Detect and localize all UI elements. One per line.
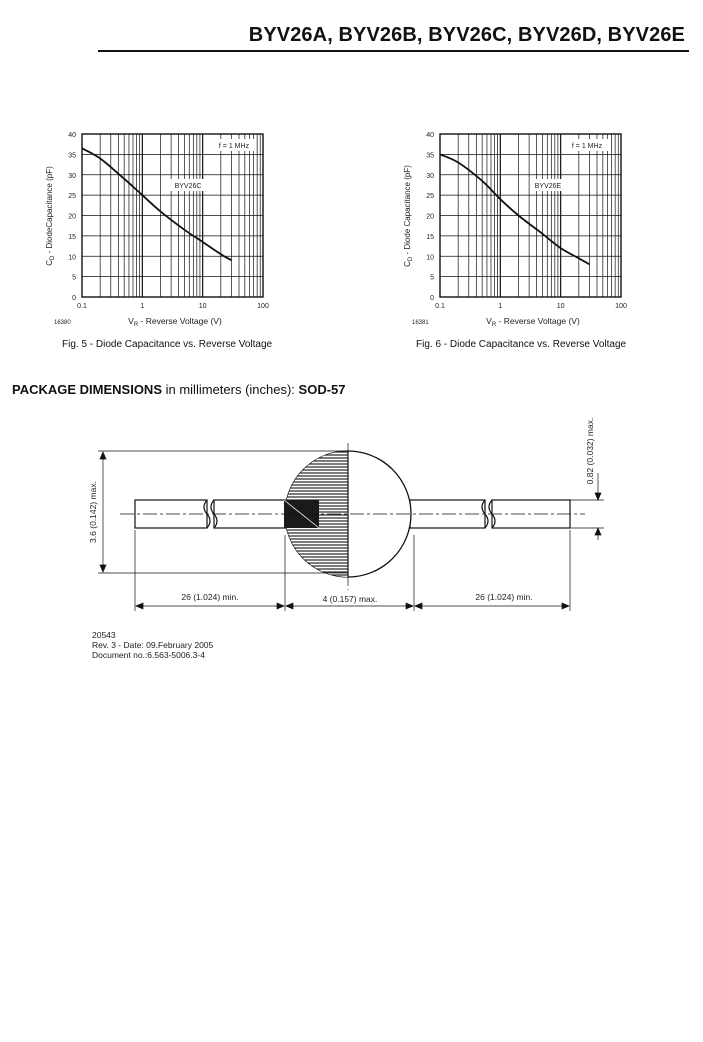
figure-id: 16380 <box>54 320 71 326</box>
capacitance-curve <box>82 148 232 260</box>
y-tick-label: 35 <box>68 152 76 160</box>
figure-id: 16381 <box>412 320 429 326</box>
curve-label: BYV26E <box>534 183 562 190</box>
package-drawing <box>0 415 703 625</box>
y-tick-label: 40 <box>426 132 434 139</box>
x-tick-label: 100 <box>257 303 269 310</box>
chart-fig5 <box>20 125 320 335</box>
x-tick-label: 0.1 <box>77 303 87 310</box>
y-tick-label: 30 <box>68 172 76 180</box>
y-tick-label: 15 <box>426 233 434 241</box>
diode-body <box>280 445 411 585</box>
y-tick-label: 40 <box>68 132 76 139</box>
y-tick-label: 5 <box>72 274 76 282</box>
y-axis-label: $C_D$ - DiodeCapacitance (pF) <box>45 166 56 266</box>
curve-label: BYV26C <box>174 183 202 190</box>
x-axis-label: $V_R$ - Reverse Voltage (V) <box>128 316 222 328</box>
drawing-id: 20543 <box>92 630 116 640</box>
y-tick-label: 20 <box>68 213 76 221</box>
height-dim-label: 3.6 (0.142) max. <box>88 481 98 543</box>
y-tick-label: 0 <box>72 295 76 302</box>
x-tick-label: 1 <box>498 303 503 310</box>
x-tick-label: 1 <box>140 303 145 310</box>
figure-caption-5: Fig. 5 - Diode Capacitance vs. Reverse Voltage <box>62 339 273 350</box>
y-tick-label: 0 <box>430 295 434 302</box>
lead-right-label: 26 (1.024) min. <box>475 592 533 602</box>
freq-annotation: f = 1 MHz <box>218 143 250 150</box>
x-axis-label: $V_R$ - Reverse Voltage (V) <box>486 316 580 328</box>
lead-dia-label: 0.82 (0.032) max. <box>585 417 595 485</box>
page-title: BYV26A, BYV26B, BYV26C, BYV26D, BYV26E <box>248 24 685 46</box>
document-footer <box>92 630 213 660</box>
x-tick-label: 0.1 <box>435 303 445 310</box>
y-tick-label: 5 <box>430 274 434 282</box>
document-number: Document no.:6.563-5006.3-4 <box>92 650 205 660</box>
y-tick-label: 30 <box>426 172 434 180</box>
y-tick-label: 10 <box>68 254 76 262</box>
x-tick-label: 10 <box>198 303 207 310</box>
capacitance-curve <box>440 154 590 264</box>
y-tick-label: 15 <box>68 233 76 241</box>
freq-annotation: f = 1 MHz <box>571 143 603 150</box>
y-tick-label: 20 <box>426 213 434 221</box>
header-rule <box>98 50 689 52</box>
chart-grid <box>82 134 263 297</box>
x-tick-label: 10 <box>556 303 565 310</box>
chart-grid <box>440 134 621 297</box>
y-axis-label: $C_D$ - Diode Capacitance (pF) <box>403 165 414 267</box>
package-dimensions-heading: PACKAGE DIMENSIONS in millimeters (inches): SOD-57 <box>12 382 346 397</box>
y-tick-label: 35 <box>426 152 434 160</box>
y-tick-label: 25 <box>426 193 434 201</box>
revision-info: Rev. 3 - Date: 09.February 2005 <box>92 640 214 650</box>
x-tick-label: 100 <box>615 303 627 310</box>
y-tick-label: 10 <box>426 254 434 262</box>
body-length-label: 4 (0.157) max. <box>322 594 378 604</box>
y-tick-label: 25 <box>68 193 76 201</box>
lead-left-label: 26 (1.024) min. <box>181 592 239 602</box>
chart-fig6 <box>378 125 678 335</box>
figure-caption-6: Fig. 6 - Diode Capacitance vs. Reverse Voltage <box>416 339 627 350</box>
